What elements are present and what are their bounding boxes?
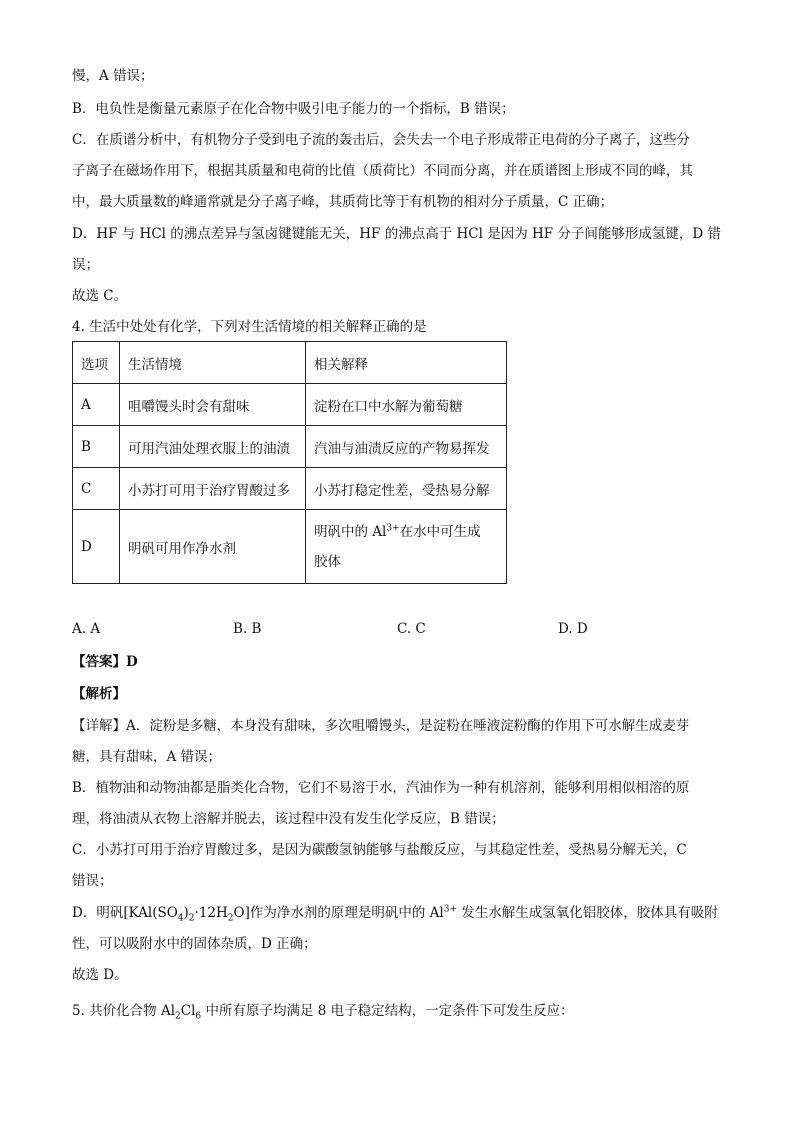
text-line: 误； [72,257,99,273]
table-header-row [73,342,507,384]
table-cell: 小苏打可用于治疗胃酸过多 [120,468,306,510]
text-line: D．HF 与 HCl 的沸点差异与氢卤键键能无关，HF 的沸点高于 HCl 是因为 HF 分子间能够形成氢键，D 错 [72,226,722,242]
cell-text: 在水中可生成 [399,523,481,540]
text-line: 故选 C。 [72,288,128,304]
option-d: D. D [558,621,588,637]
table-header-cell: 选项 [73,342,120,384]
text-line: 糖，具有甜味，A 错误； [72,749,222,765]
table-cell: B [73,426,120,468]
subscript: 2 [227,913,234,924]
text-line [72,903,732,923]
text-fragment: D．明矾[KAl(SO [72,905,178,921]
table-cell: 淀粉在口中水解为葡萄糖 [306,384,507,426]
text-line: 子离子在磁场作用下，根据其质量和电荷的比值（质荷比）不同而分离，并在质谱图上形成不同的峰，其 [72,163,693,179]
question-5-stem [72,1001,732,1021]
table-cell: A [73,384,120,426]
table-cell: 小苏打稳定性差，受热易分解 [306,468,507,510]
subscript: 6 [195,1011,202,1022]
answer-label: 【答案】D [72,654,138,670]
subscript: 2 [188,913,195,924]
table-header-cell: 相关解释 [306,342,507,384]
cell-text: 胶体 [314,553,341,570]
text-fragment: ·12H [194,905,228,921]
answer-options [72,621,732,641]
question-4-table [72,341,507,584]
text-line: 【详解】A．淀粉是多糖，本身没有甜味，多次咀嚼馒头，是淀粉在唾液淀粉酶的作用下可水解生成麦芽 [72,718,690,734]
text-fragment: O]作为净水剂的原理是明矾中的 Al [233,905,444,921]
text-fragment: ) [183,905,189,921]
table-cell: 可用汽油处理衣服上的油渍 [120,426,306,468]
text-line: C．在质谱分析中，有机物分子受到电子流的轰击后，会失去一个电子形成带正电荷的分子离子，这些分 [72,132,690,148]
option-a: A. A [72,621,101,637]
text-line: 故选 D。 [72,967,128,983]
table-cell: C [73,468,120,510]
option-b: B. B [233,621,262,637]
subscript: 2 [175,1011,181,1022]
subscript: 4 [177,913,184,924]
question-4-stem: 4. 生活中处处有化学，下列对生活情境的相关解释正确的是 [72,319,427,335]
text-line: 理，将油渍从衣物上溶解并脱去，该过程中没有发生化学反应，B 错误； [72,811,505,827]
table-cell: 明矾可用作净水剂 [120,510,306,584]
text-line: C．小苏打可用于治疗胃酸过多，是因为碳酸氢钠能够与盐酸反应，与其稳定性差，受热易分解无关，C [72,842,687,858]
superscript: 3+ [386,523,400,533]
text-line: 性，可以吸附水中的固体杂质，D 正确； [72,936,317,952]
superscript: 3+ [443,904,457,915]
table-row [73,510,507,584]
table-cell-multiline [306,510,507,584]
analysis-heading: 【解析】 [72,686,126,702]
text-fragment: 中所有原子均满足 8 电子稳定结构，一定条件下可发生反应： [201,1003,574,1019]
text-line: B．植物油和动物油都是脂类化合物，它们不易溶于水，汽油作为一种有机溶剂，能够利用相似相溶的原 [72,780,690,796]
table-row [73,426,507,468]
text-line: B．电负性是衡量元素原子在化合物中吸引电子能力的一个指标，B 错误； [72,101,515,117]
cell-text: 明矾中的 Al [314,523,387,540]
text-fragment: 发生水解生成氢氧化铝胶体，胶体具有吸附 [457,905,718,921]
text-line: 中，最大质量数的峰通常就是分子离子峰，其质荷比等于有机物的相对分子质量，C 正确； [72,194,614,210]
option-c: C. C [397,621,426,637]
text-line: 慢，A 错误； [72,68,154,84]
text-line: 错误； [72,873,113,889]
table-cell: 汽油与油渍反应的产物易挥发 [306,426,507,468]
table-cell: 咀嚼馒头时会有甜味 [120,384,306,426]
text-fragment: 5. 共价化合物 Al [72,1003,176,1019]
text-fragment: Cl [180,1003,196,1019]
table-cell: D [73,510,120,584]
table-row [73,468,507,510]
table-row [73,384,507,426]
table-header-cell: 生活情境 [120,342,306,384]
